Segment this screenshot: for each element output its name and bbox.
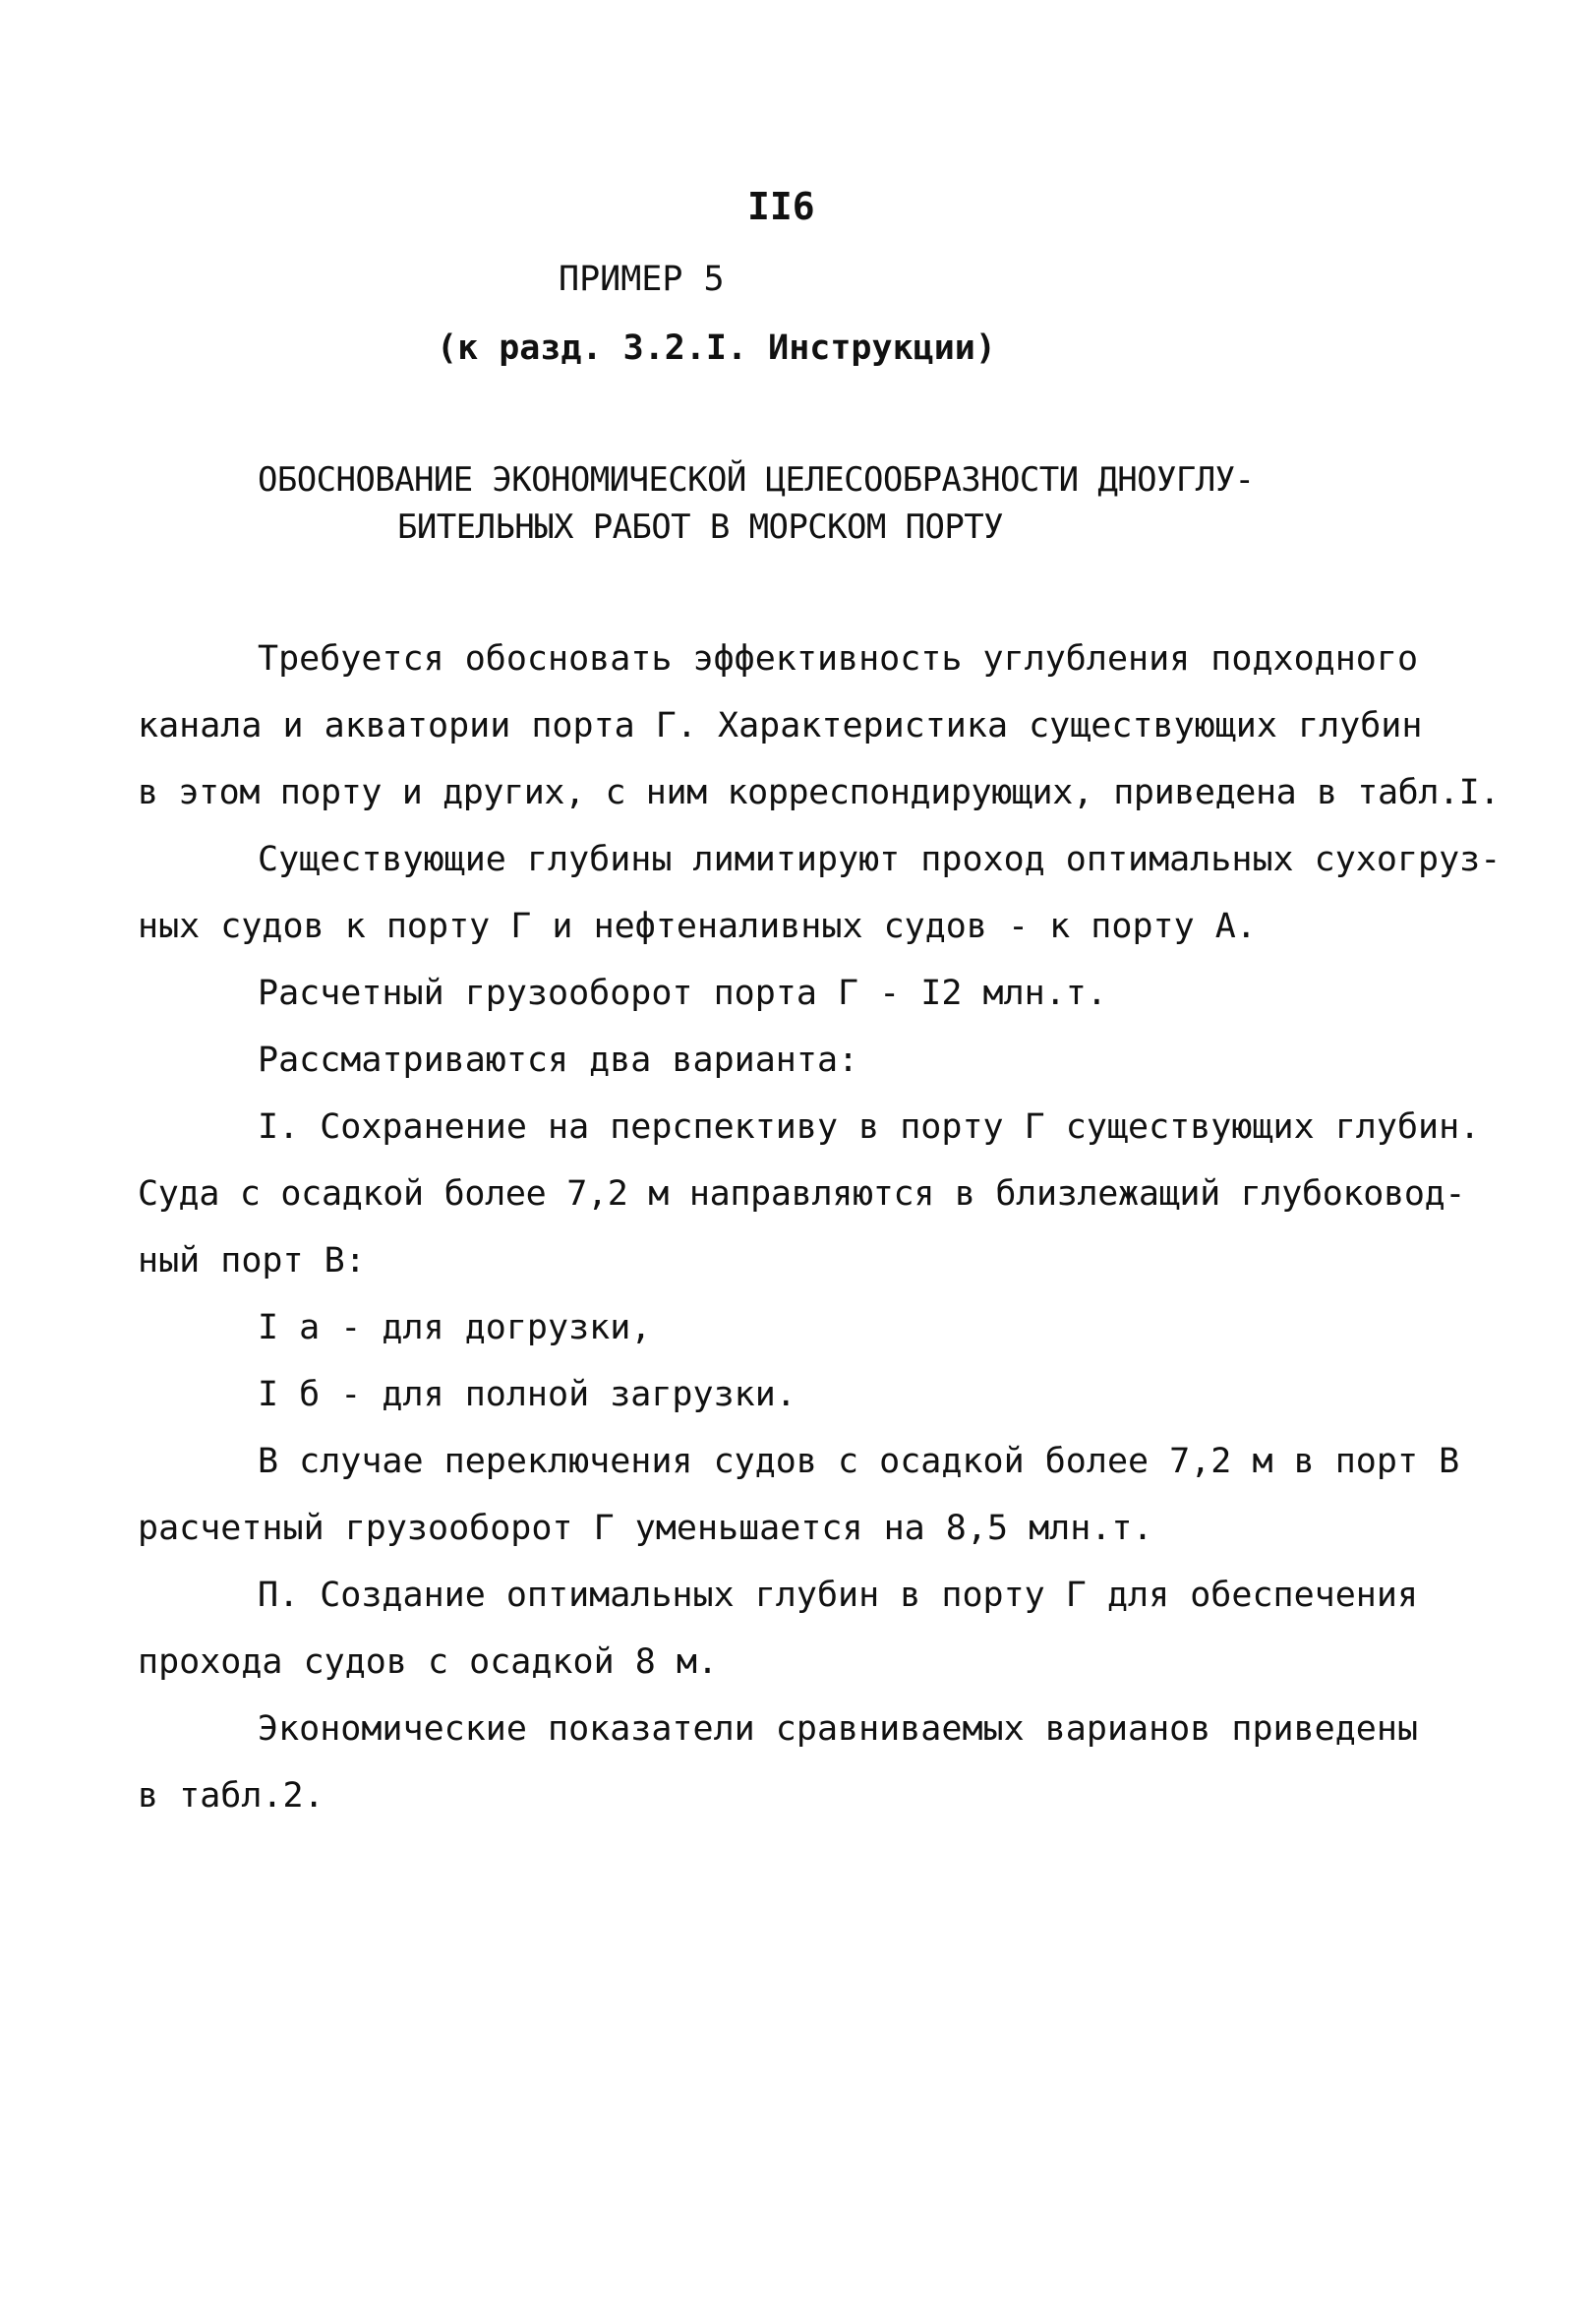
body-paragraph-2-line-2: ных судов к порту Г и нефтеналивных судов - к порту А.	[138, 907, 1257, 946]
body-paragraph-1-line-3: в этом порту и других, с ним корреспондирующих, приведена в табл.I.	[138, 773, 1501, 812]
body-paragraph-6: I а - для догрузки,	[258, 1308, 652, 1347]
body-paragraph-1-line-2: канала и акватории порта Г. Характеристика существующих глубин	[138, 706, 1423, 745]
body-paragraph-9-line-2: прохода судов с осадкой 8 м.	[138, 1642, 719, 1682]
body-paragraph-4: Рассматриваются два варианта:	[258, 1041, 859, 1080]
body-paragraph-5-line-3: ный порт В:	[138, 1241, 366, 1281]
body-paragraph-1-line-1: Требуется обосновать эффективность углубления подходного	[258, 639, 1419, 679]
body-paragraph-10-line-1: Экономические показатели сравниваемых варианов приведены	[258, 1709, 1419, 1749]
body-paragraph-5-line-2: Суда с осадкой более 7,2 м направляются в близлежащий глубоковод-	[138, 1174, 1466, 1214]
heading-line-2: БИТЕЛЬНЫХ РАБОТ В МОРСКОМ ПОРТУ	[397, 507, 1003, 547]
body-paragraph-2-line-1: Существующие глубины лимитируют проход оптимальных сухогруз-	[258, 840, 1502, 879]
page-number: II6	[747, 185, 815, 228]
body-paragraph-8-line-1: В случае переключения судов с осадкой более 7,2 м в порт В	[258, 1442, 1460, 1481]
body-paragraph-8-line-2: расчетный грузооборот Г уменьшается на 8,5 млн.т.	[138, 1509, 1153, 1548]
heading-line-1: ОБОСНОВАНИЕ ЭКОНОМИЧЕСКОЙ ЦЕЛЕСООБРАЗНОСТИ ДНОУГЛУ-	[258, 460, 1255, 500]
body-paragraph-10-line-2: в табл.2.	[138, 1776, 324, 1816]
body-paragraph-9-line-1: П. Создание оптимальных глубин в порту Г для обеспечения	[258, 1576, 1419, 1615]
body-paragraph-3: Расчетный грузооборот порта Г - I2 млн.т.	[258, 974, 1107, 1013]
example-reference: (к разд. 3.2.I. Инструкции)	[437, 328, 996, 368]
body-paragraph-5-line-1: I. Сохранение на перспективу в порту Г существующих глубин.	[258, 1107, 1481, 1147]
body-paragraph-7: I б - для полной загрузки.	[258, 1375, 796, 1414]
example-title: ПРИМЕР 5	[559, 260, 725, 299]
